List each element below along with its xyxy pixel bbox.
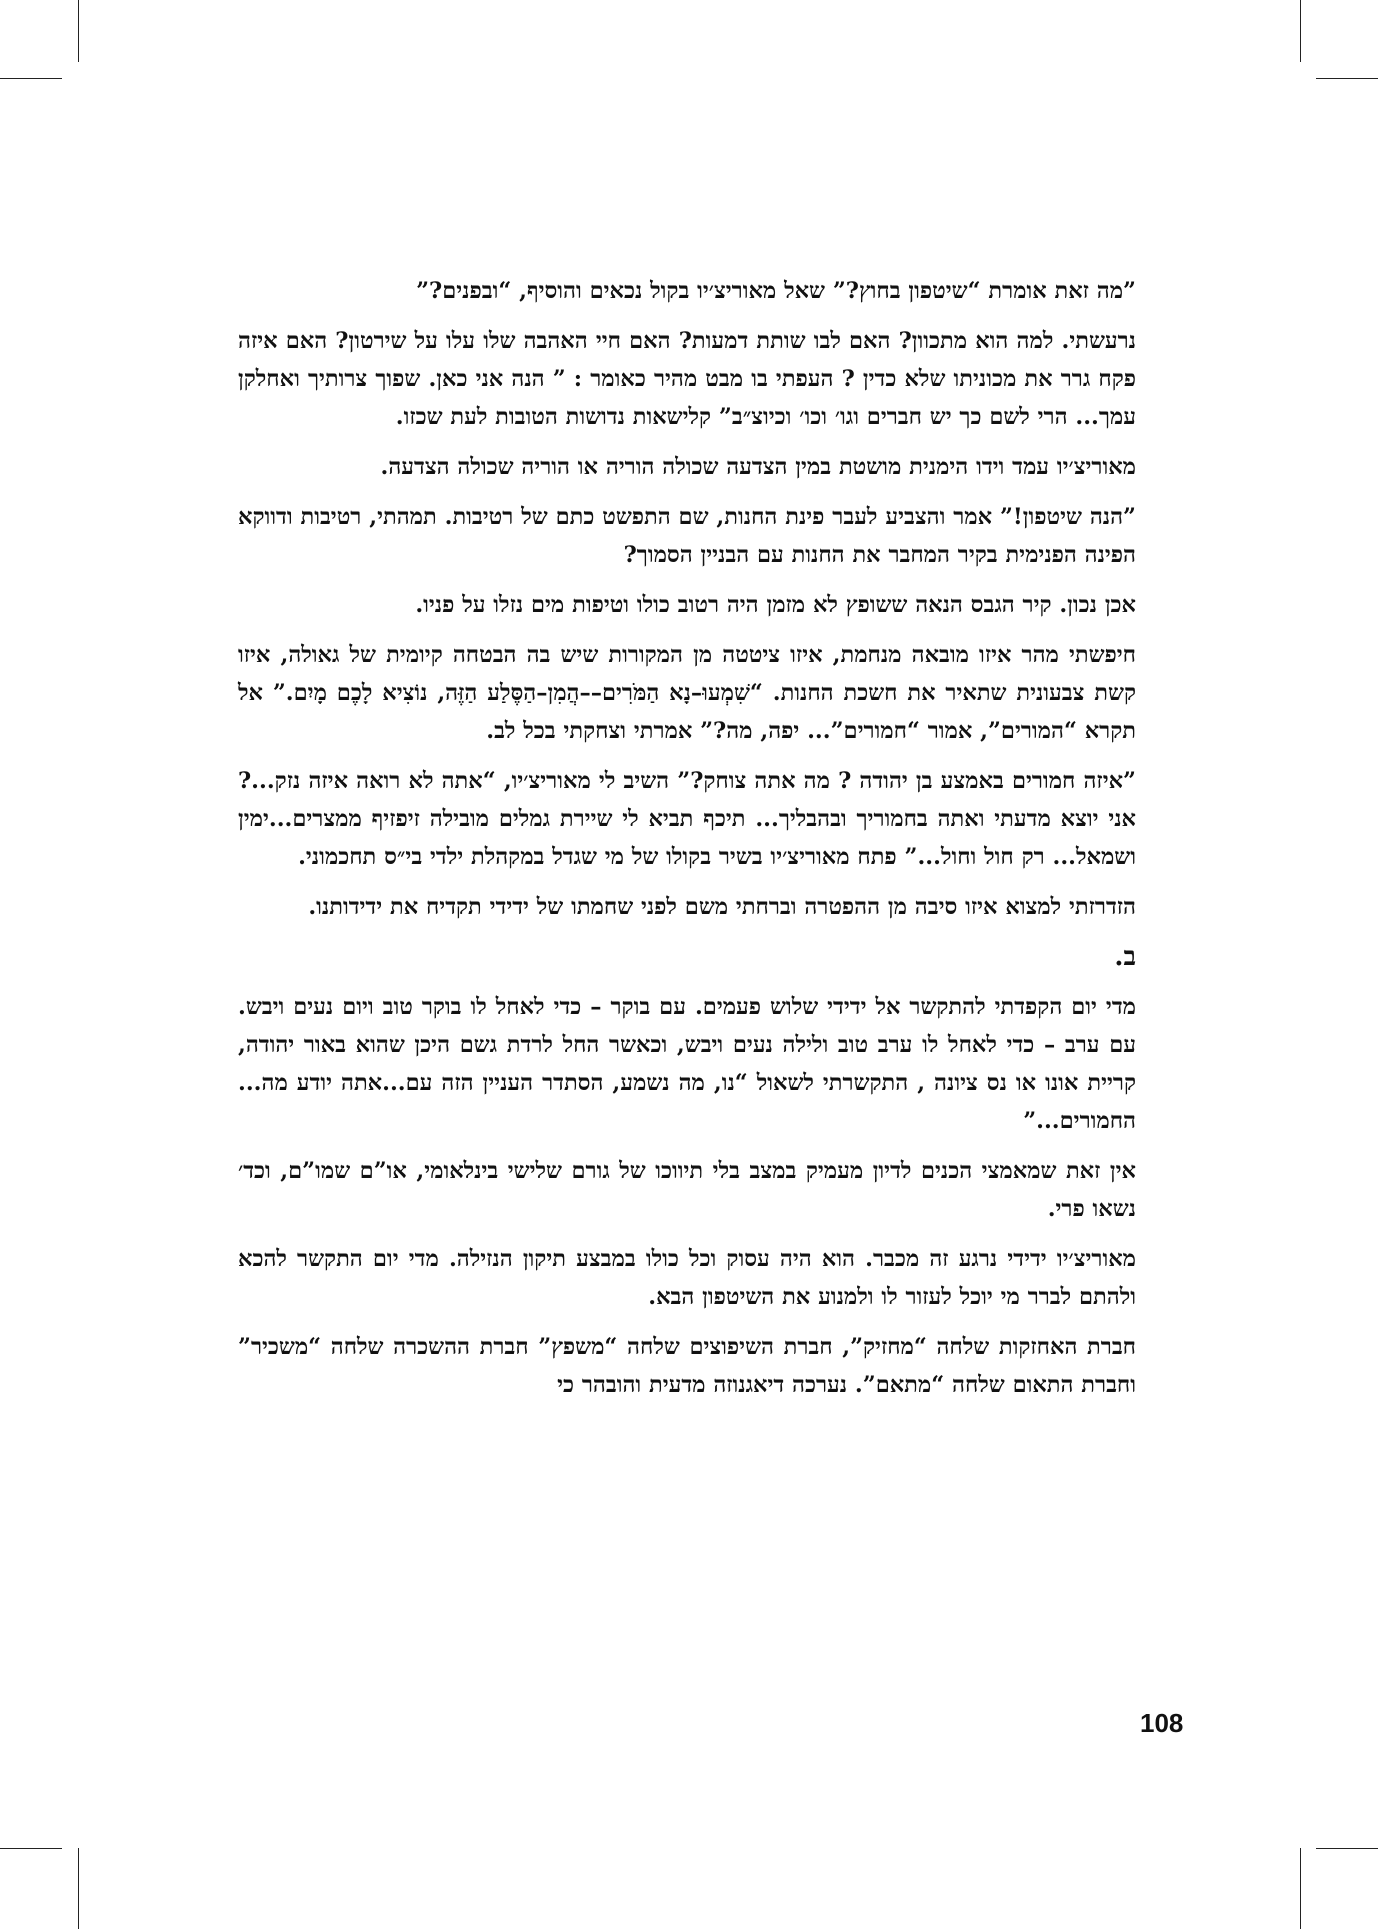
paragraph: ”הנה שיטפון!” אמר והצביע לעבר פינת החנות, שם התפשט כתם של רטיבות. תמהתי, רטיבות ודווקא הפינה הפנימית בקיר המחבר את החנות עם הבניין הסמוך? <box>238 504 1136 568</box>
crop-mark-top-right <box>1300 0 1301 62</box>
paragraph: חיפשתי מהר איזו מובאה מנחמת, איזו ציטטה מן המקורות שיש בה הבטחה קיומית של גאולה, איזו קשת צבעונית שתאיר את חשכת החנות. “שִׁמְעוּ–נָא הַמֹּרִים––הֲמִן–הַסֶּלַע הַזֶּה, נוֹצִיא לָכֶם מָיִם.” אל תקרא “המורים”, אמור “חמורים”... יפה, מה?” אמרתי וצחקתי בכל לב. <box>238 642 1136 744</box>
crop-mark-top-left <box>78 0 79 62</box>
paragraph: מדי יום הקפדתי להתקשר אל ידידי שלוש פעמים. עם בוקר – כדי לאחל לו בוקר טוב ויום נעים ויבש. עם ערב – כדי לאחל לו ערב טוב ולילה נעים ויבש, וכאשר החל לרדת גשם היכן שהוא באור יהודה, קריית אונו או נס ציונה , התקשרתי לשאול “נו, מה נשמע, הסתדר העניין הזה עם...אתה יודע מה... החמורים...” <box>238 994 1136 1134</box>
page-body-text <box>238 272 1136 1416</box>
crop-mark-left-top <box>0 78 62 79</box>
paragraph: אין זאת שמאמצי הכנים לדיון מעמיק במצב בלי תיווכו של גורם שלישי בינלאומי, או”ם שמו”ם, וכד׳ נשאו פרי. <box>238 1158 1136 1222</box>
crop-mark-right-bottom <box>1316 1848 1378 1849</box>
paragraph: אכן נכון. קיר הגבס הנאה ששופץ לא מזמן היה רטוב כולו וטיפות מים נזלו על פניו. <box>415 592 1136 618</box>
section-heading: ב. <box>1114 942 1136 972</box>
crop-mark-bottom-left <box>78 1848 79 1929</box>
crop-mark-left-bottom <box>0 1848 62 1849</box>
paragraph: נרעשתי. למה הוא מתכוון? האם לבו שותת דמעות? האם חיי האהבה שלו עלו על שירטון? האם איזה פקח גרר את מכוניתו שלא כדין ? העפתי בו מבט מהיר כאומר : ” הנה אני כאן. שפוך צרותיך ואחלקן עמך... הרי לשם כך יש חברים וגו׳ וכו׳ וכיוצ״ב” קלישאות נדושות הטובות לעת שכזו. <box>238 328 1136 430</box>
crop-mark-bottom-right <box>1300 1848 1301 1929</box>
paragraph: חברת האחזקות שלחה “מחזיק”, חברת השיפוצים שלחה “משפץ” חברת ההשכרה שלחה “משכיר” וחברת התאום שלחה “מתאם”. נערכה דיאגנוזה מדעית והובהר כי <box>238 1334 1136 1398</box>
paragraph: ”איזה חמורים באמצע בן יהודה ? מה אתה צוחק?” השיב לי מאוריצ׳יו, “אתה לא רואה איזה נזק...? אני יוצא מדעתי ואתה בחמוריך ובהבליך... תיכף תביא לי שיירת גמלים מובילה זיפזיף ממצרים...ימין ושמאל... רק חול וחול...” פתח מאוריצ׳יו בשיר בקולו של מי שגדל במקהלת ילדי בי״ס תחכמוני. <box>238 768 1136 870</box>
page-number: 108 <box>1140 1708 1184 1738</box>
paragraph: הזדרזתי למצוא איזו סיבה מן ההפטרה וברחתי משם לפני שחמתו של ידידי תקדיח את ידידותנו. <box>308 894 1136 920</box>
crop-mark-right-top <box>1316 78 1378 79</box>
paragraph: ”מה זאת אומרת “שיטפון בחוץ?” שאל מאוריצ׳יו בקול נכאים והוסיף, “ובפנים?” <box>416 278 1136 304</box>
paragraph: מאוריצ׳יו ידידי נרגע זה מכבר. הוא היה עסוק וכל כולו במבצע תיקון הנזילה. מדי יום התקשר להכא ולהתם לברר מי יוכל לעזור לו ולמנוע את השיטפון הבא. <box>238 1246 1136 1310</box>
paragraph: מאוריצ׳יו עמד וידו הימנית מושטת במין הצדעה שכולה הוריה או הוריה שכולה הצדעה. <box>380 454 1136 480</box>
